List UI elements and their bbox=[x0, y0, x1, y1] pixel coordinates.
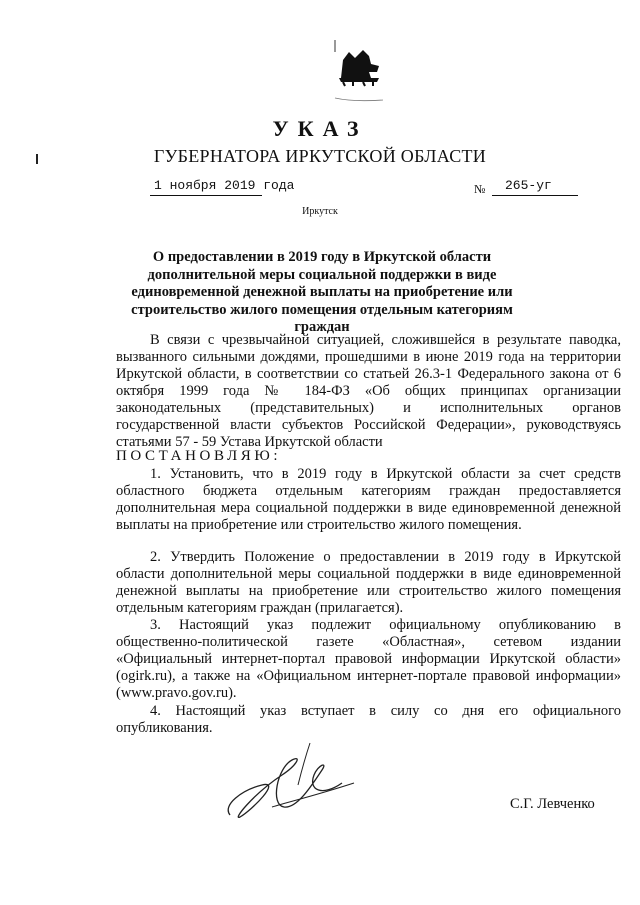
decree-item-4: 4. Настоящий указ вступает в силу со дня его официального опубликования. bbox=[116, 703, 621, 736]
issuer-subtitle: ГУБЕРНАТОРА ИРКУТСКОЙ ОБЛАСТИ bbox=[153, 146, 487, 166]
decree-item-2: 2. Утвердить Положение о предоставлении в 2019 году в Иркутской области дополнительной меры социальной поддержки в виде единовременной денежной выплаты на приобретение или строительство жилого помещения отдельным категориям граждан (прилагается). bbox=[116, 549, 621, 616]
document-title: О предоставлении в 2019 году в Иркутской области дополнительной меры социальной поддержки в виде единовременной денежной выплаты на приобретение или строительство жилого помещения отдельным категориям граждан bbox=[131, 249, 513, 335]
preamble-paragraph: В связи с чрезвычайной ситуацией, сложившейся в результате паводка, вызванного сильными дождями, прошедшими в июне 2019 года на территории Иркутской области, в соответствии со статьей 26.3-1 Федерального закона от 6 октября 1999 года № 184-ФЗ «Об общих принципах организации законодательных (представительных) и исполнительных органов государственной власти субъектов Российской Федерации», руководствуясь статьями 57 - 59 Устава Иркутской области bbox=[116, 332, 621, 450]
document-type-title: УКАЗ bbox=[272, 116, 368, 141]
date-underline bbox=[150, 195, 262, 196]
city-label: Иркутск bbox=[302, 206, 338, 217]
number-underline bbox=[492, 195, 578, 196]
document-number: 265-уг bbox=[505, 178, 552, 193]
document-date: 1 ноября 2019 года bbox=[154, 178, 295, 193]
decree-item-3: 3. Настоящий указ подлежит официальному опубликованию в общественно-политической газете «Областная», сетевом издании «Официальный интернет-портал правовой информации Иркутской области» (ogirk.ru), а также на «Официальном интернет-портале правовой информации» (www.pravo.gov.ru). bbox=[116, 617, 621, 701]
decree-word: ПОСТАНОВЛЯЮ: bbox=[116, 448, 282, 464]
signer-name: С.Г. Левченко bbox=[510, 796, 595, 812]
decree-item-1: 1. Установить, что в 2019 году в Иркутской области за счет средств областного бюджета отдельным категориям граждан предоставляется дополнительная мера социальной поддержки в виде единовременной денежной выплаты на приобретение или строительство жилого помещения. bbox=[116, 466, 621, 533]
number-sign: № bbox=[474, 182, 486, 196]
signature-icon bbox=[222, 735, 362, 827]
coat-of-arms-icon bbox=[333, 38, 385, 104]
